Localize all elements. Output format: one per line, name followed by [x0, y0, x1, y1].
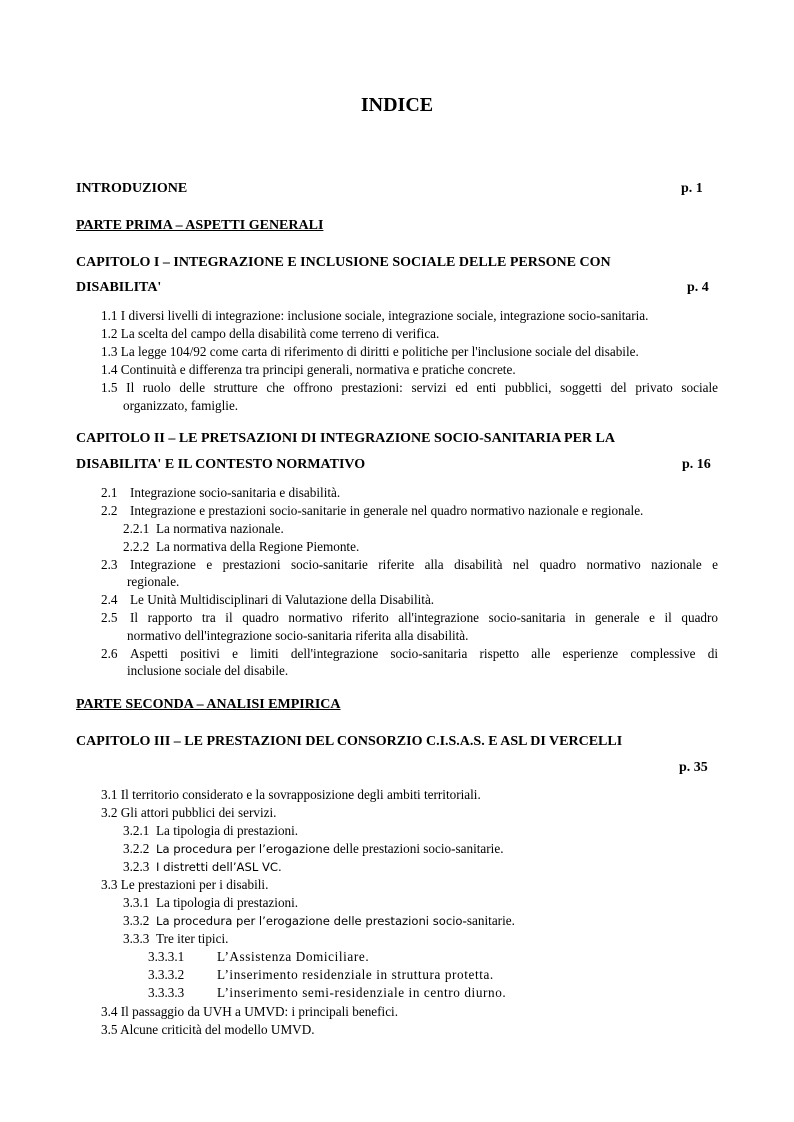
entry-number: 3.5	[101, 1022, 118, 1037]
entry-text-part-b: delle prestazioni socio-sanitarie.	[329, 841, 504, 856]
entry-text: La tipologia di prestazioni.	[156, 823, 299, 838]
entry-number: 3.3.1	[123, 895, 150, 910]
chapter-1-title-line2: DISABILITA'	[76, 280, 162, 295]
entry-text: La legge 104/92 come carta di riferimento di diritti e politiche per l'inclusione sociale del disabile.	[120, 344, 639, 359]
toc-entry-3-3-2	[123, 912, 515, 930]
entry-text: La normativa nazionale.	[156, 521, 284, 536]
toc-entry-3-2-3	[123, 858, 282, 876]
entry-number: 1.2	[101, 326, 118, 341]
toc-entry-3-1	[101, 786, 481, 803]
entry-text: Il passaggio da UVH a UMVD: i principali benefici.	[120, 1004, 399, 1019]
entry-number: 2.4	[101, 592, 118, 607]
toc-introduzione: INTRODUZIONE	[76, 181, 188, 196]
page-ref-chapter-2: p. 16	[682, 457, 711, 472]
entry-text: L’Assistenza Domiciliare.	[217, 949, 370, 964]
entry-number: 3.3.3.3	[148, 985, 185, 1000]
entry-text: L’inserimento residenziale in struttura protetta.	[217, 967, 494, 982]
entry-number: 3.3	[101, 877, 118, 892]
entry-number: 3.4	[101, 1004, 118, 1019]
toc-entry-2-6-cont: inclusione sociale del disabile.	[127, 663, 289, 678]
toc-entry-1-5-cont: organizzato, famiglie.	[123, 398, 239, 413]
entry-text: Le prestazioni per i disabili.	[120, 877, 269, 892]
entry-text: I diversi livelli di integrazione: inclusione sociale, integrazione sociale, integrazione socio-sanitaria.	[120, 308, 649, 323]
entry-number: 3.3.2	[123, 913, 150, 928]
entry-text: Le Unità Multidisciplinari di Valutazione della Disabilità.	[130, 592, 435, 607]
toc-entry-1-5	[101, 379, 718, 396]
entry-number: 2.1	[101, 485, 118, 500]
toc-entry-3-4	[101, 1003, 398, 1020]
chapter-1-title-line1: CAPITOLO I – INTEGRAZIONE E INCLUSIONE SOCIALE DELLE PERSONE CON	[76, 255, 611, 270]
entry-number: 3.2	[101, 805, 118, 820]
entry-text: Il territorio considerato e la sovrapposizione degli ambiti territoriali.	[120, 787, 481, 802]
entry-number: 3.3.3.1	[148, 949, 185, 964]
toc-entry-1-4	[101, 361, 516, 378]
entry-text: Integrazione e prestazioni socio-sanitarie in generale nel quadro normativo nazionale e regionale.	[130, 503, 644, 518]
page-ref-chapter-1: p. 4	[687, 280, 709, 295]
toc-entry-2-6	[101, 645, 718, 662]
entry-text-part-a: La procedura per l’erogazione	[156, 842, 330, 856]
entry-text-part-b: -sanitarie.	[462, 913, 515, 928]
entry-text-part-a: L’inserimento semi	[217, 985, 330, 1000]
entry-number: 1.1	[101, 308, 118, 323]
entry-text: Aspetti positivi e limiti dell'integrazione socio-sanitaria rispetto alle esperienze complessive di	[130, 646, 718, 661]
toc-entry-1-3	[101, 343, 639, 360]
entry-text: Alcune criticità del modello UMVD.	[120, 1022, 315, 1037]
entry-number: 2.2	[101, 503, 118, 518]
entry-number: 1.3	[101, 344, 118, 359]
entry-text: Integrazione e prestazioni socio-sanitarie riferite alla disabilità nel quadro normativo nazionale e	[130, 557, 718, 572]
toc-entry-2-2-1	[123, 520, 284, 537]
chapter-3-title: CAPITOLO III – LE PRESTAZIONI DEL CONSORZIO C.I.S.A.S. E ASL DI VERCELLI	[76, 734, 623, 749]
toc-entry-1-1	[101, 307, 648, 324]
entry-number: 2.2.1	[123, 521, 150, 536]
toc-entry-2-5-cont: normativo dell'integrazione socio-sanitaria riferita alla disabilità.	[127, 628, 469, 643]
page-ref-introduzione: p. 1	[681, 181, 703, 196]
toc-entry-2-2-2	[123, 538, 359, 555]
toc-entry-3-3-1	[123, 894, 298, 911]
toc-entry-3-2-1	[123, 822, 298, 839]
entry-number: 2.2.2	[123, 539, 150, 554]
toc-entry-2-3-cont: regionale.	[127, 574, 180, 589]
page-title: INDICE	[360, 94, 434, 116]
entry-text: I distretti dell’ASL VC.	[156, 860, 282, 874]
toc-entry-3-3-3-2	[148, 966, 494, 983]
chapter-2-title-line1: CAPITOLO II – LE PRETSAZIONI DI INTEGRAZIONE SOCIO-SANITARIA PER LA	[76, 431, 615, 446]
entry-text: Integrazione socio-sanitaria e disabilità.	[130, 485, 341, 500]
entry-text: Il rapporto tra il quadro normativo riferito all'integrazione socio-sanitaria in generale e il quadro	[130, 610, 718, 625]
entry-text: Gli attori pubblici dei servizi.	[120, 805, 277, 820]
toc-entry-2-3	[101, 556, 718, 573]
toc-entry-3-2	[101, 804, 276, 821]
entry-number: 1.5	[101, 380, 118, 395]
entry-text: Tre iter tipici.	[156, 931, 229, 946]
entry-text: La scelta del campo della disabilità come terreno di verifica.	[120, 326, 440, 341]
toc-entry-2-5	[101, 609, 718, 626]
entry-text-part-b: -residenziale in centro diurno.	[329, 985, 507, 1000]
entry-number: 3.3.3	[123, 931, 150, 946]
entry-number: 2.6	[101, 646, 118, 661]
toc-entry-3-3-3	[123, 930, 228, 947]
toc-entry-3-2-2	[123, 840, 504, 858]
entry-text: La normativa della Regione Piemonte.	[156, 539, 360, 554]
toc-entry-2-4	[101, 591, 434, 608]
entry-number: 3.2.3	[123, 859, 150, 874]
entry-number: 1.4	[101, 362, 118, 377]
entry-number: 3.1	[101, 787, 118, 802]
chapter-2-title-line2: DISABILITA' E IL CONTESTO NORMATIVO	[76, 457, 366, 472]
entry-text: Il ruolo delle strutture che offrono prestazioni: servizi ed enti pubblici, soggetti del privato sociale	[126, 380, 719, 395]
toc-entry-3-5	[101, 1021, 315, 1038]
entry-number: 3.3.3.2	[148, 967, 185, 982]
entry-number: 3.2.2	[123, 841, 150, 856]
section-parte-prima: PARTE PRIMA – ASPETTI GENERALI	[76, 218, 324, 233]
toc-entry-3-3-3-3	[148, 984, 506, 1001]
entry-text: La tipologia di prestazioni.	[156, 895, 299, 910]
toc-entry-1-2	[101, 325, 439, 342]
toc-entry-2-2	[101, 502, 643, 519]
entry-number: 3.2.1	[123, 823, 150, 838]
toc-entry-3-3-3-1	[148, 948, 369, 965]
section-parte-seconda: PARTE SECONDA – ANALISI EMPIRICA	[76, 697, 341, 712]
entry-number: 2.5	[101, 610, 118, 625]
entry-text-part-a: La procedura per l’erogazione delle prestazioni socio	[156, 914, 463, 928]
toc-entry-2-1	[101, 484, 340, 501]
toc-entry-3-3	[101, 876, 268, 893]
entry-number: 2.3	[101, 557, 118, 572]
entry-text: Continuità e differenza tra principi generali, normativa e pratiche concrete.	[120, 362, 516, 377]
page-ref-chapter-3: p. 35	[679, 760, 708, 775]
